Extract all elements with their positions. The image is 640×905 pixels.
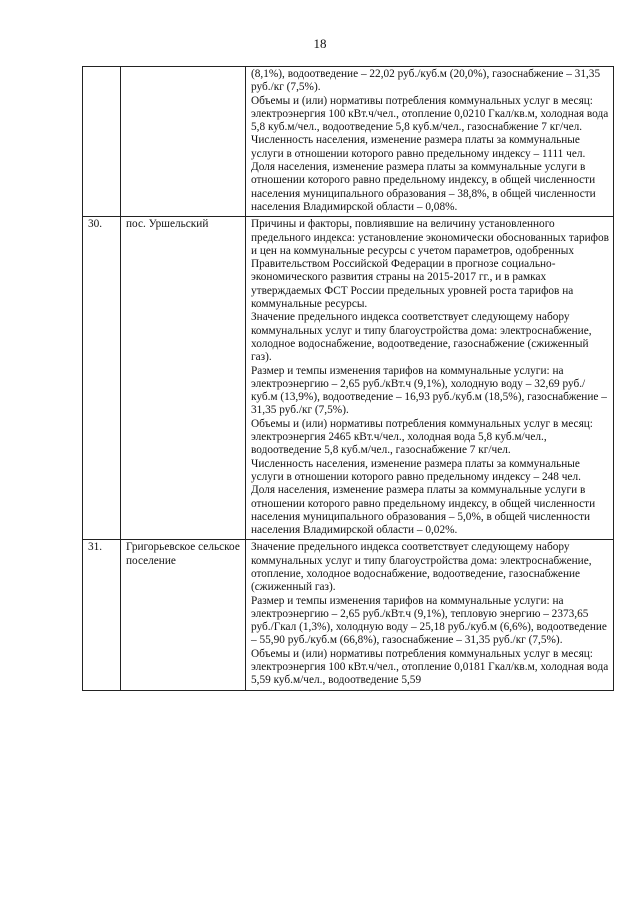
description-paragraph: Численность населения, изменение размера платы за коммунальные услуги в отношении которого равно предельному индексу – 248 чел.	[251, 457, 581, 483]
description-cell	[246, 540, 614, 690]
table-row	[83, 217, 614, 540]
description-paragraph: (8,1%), водоотведение – 22,02 руб./куб.м (20,0%), газоснабжение – 31,35 руб./кг (7,5%).	[251, 68, 601, 94]
description-paragraph: Объемы и (или) нормативы потребления коммунальных услуг в месяц: электроэнергия 100 кВт.ч/чел., отопление 0,0181 Гкал/кв.м, холодная вода 5,59 куб.м/чел., водоотведение 5,59	[251, 647, 609, 687]
row-number: 30.	[83, 217, 121, 540]
page-number: 18	[313, 36, 327, 51]
description-paragraph: Размер и темпы изменения тарифов на коммунальные услуги: на электроэнергию – 2,65 руб./кВт.ч (9,1%), холодную воду – 32,69 руб./куб.м (13,9%), водоотведение – 16,93 руб./куб.м (18,5%), газоснабжение – 31,35 руб./кг (7,5%).	[251, 364, 607, 417]
description-paragraph: Значение предельного индекса соответствует следующему набору коммунальных услуг и типу благоустройства дома: электроснабжение, отопление, холодное водоснабжение, водоотведение, газоснабжение (сжиженный газ).	[251, 541, 592, 594]
municipality-name: Григорьевское сельское поселение	[121, 540, 246, 690]
description-paragraph: Объемы и (или) нормативы потребления коммунальных услуг в месяц: электроэнергия 2465 кВт.ч/чел., холодная вода 5,8 куб.м/чел., водоотведение 5,8 куб.м/чел., газоснабжение 7 кг/чел.	[251, 417, 593, 457]
description-paragraph: Доля населения, изменение размера платы за коммунальные услуги в отношении которого равно предельному индексу, в общей численности населения муниципального образования – 38,8%, в общей численности населения Владимирской области – 0,08%.	[251, 161, 596, 213]
indices-table	[82, 66, 614, 691]
description-paragraph: Численность населения, изменение размера платы за коммунальные услуги в отношении которого равно предельному индексу – 1111 чел.	[251, 134, 586, 160]
description-paragraph: Причины и факторы, повлиявшие на величину установленного предельного индекса: установление экономически обоснованных тарифов и цен на коммунальные ресурсы с учетом параметров, одобренных Правительством Российской Федерации в прогнозе социально-экономического развития страны на 2015-2017 гг., и в рамках утверждаемых ФСТ России предельных уровней роста тарифов на коммунальные ресурсы.	[251, 218, 609, 311]
table-row	[83, 540, 614, 690]
description-paragraph: Доля населения, изменение размера платы за коммунальные услуги в отношении которого равно предельному индексу, в общей численности населения муниципального образования – 5,0%, в общей численности населения Владимирской области – 0,02%.	[251, 484, 596, 537]
description-paragraph: Значение предельного индекса соответствует следующему набору коммунальных услуг и типу благоустройства дома: электроснабжение, холодное водоснабжение, водоотведение, газоснабжение (сжиженный газ).	[251, 311, 592, 364]
row-number: 31.	[83, 540, 121, 690]
municipality-name	[121, 67, 246, 217]
description-cell	[246, 67, 614, 217]
description-cell	[246, 217, 614, 540]
table-row	[83, 67, 614, 217]
description-paragraph: Объемы и (или) нормативы потребления коммунальных услуг в месяц: электроэнергия 100 кВт.ч/чел., отопление 0,0210 Гкал/кв.м, холодная вода 5,8 куб.м/чел., водоотведение 5,8 куб.м/чел., газоснабжение 7 кг/чел.	[251, 94, 609, 134]
row-number	[83, 67, 121, 217]
description-paragraph: Размер и темпы изменения тарифов на коммунальные услуги: на электроэнергию – 2,65 руб./кВт.ч (9,1%), тепловую энергию – 2373,65 руб./Гкал (1,3%), холодную воду – 25,18 руб./куб.м (6,6%), водоотведение – 55,90 руб./куб.м (66,8%), газоснабжение – 31,35 руб./кг (7,5%).	[251, 594, 607, 647]
municipality-name: пос. Уршельский	[121, 217, 246, 540]
